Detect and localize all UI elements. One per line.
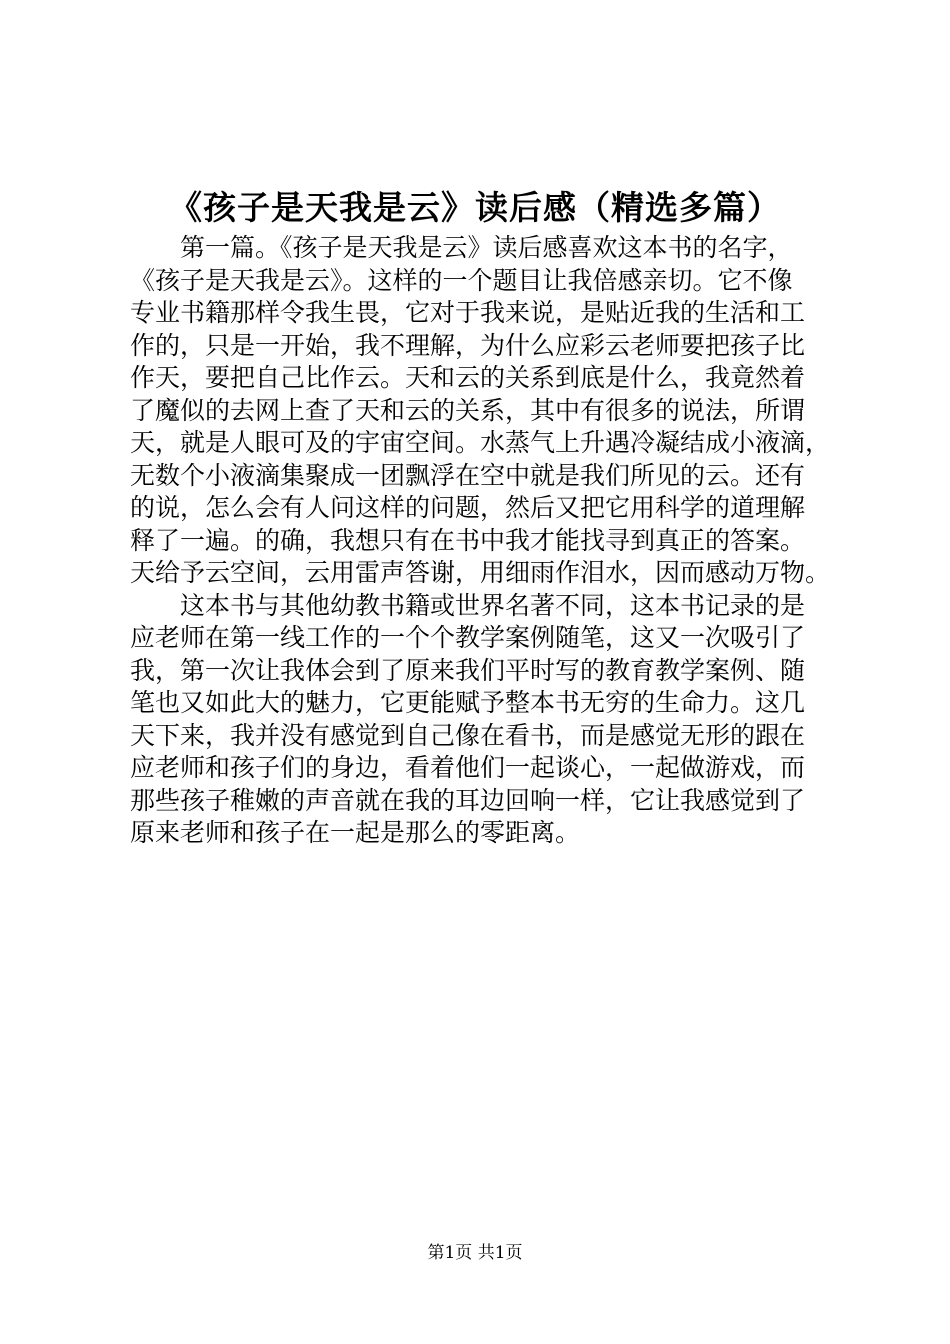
paragraph-line: 作的，只是一开始，我不理解，为什么应彩云老师要把孩子比	[130, 330, 806, 360]
paragraph-line: 无数个小液滴集聚成一团飘浮在空中就是我们所见的云。还有	[130, 460, 806, 490]
page-footer: 第1页 共1页	[427, 1243, 523, 1263]
paragraph-line: 了魔似的去网上查了天和云的关系，其中有很多的说法，所谓	[130, 395, 806, 425]
paragraph-line: 天给予云空间，云用雷声答谢，用细雨作泪水，因而感动万物。	[130, 558, 831, 587]
paragraph-line: 的说，怎么会有人问这样的问题，然后又把它用科学的道理解	[130, 493, 806, 522]
paragraph-line: 那些孩子稚嫩的声音就在我的耳边回响一样，它让我感觉到了	[130, 785, 806, 815]
paragraph-line: 作天，要把自己比作云。天和云的关系到底是什么，我竟然着	[130, 363, 806, 392]
paragraph-line: 原来老师和孩子在一起是那么的零距离。	[130, 818, 581, 847]
paragraph-line: 释了一遍。的确，我想只有在书中我才能找寻到真正的答案。	[130, 525, 806, 555]
paragraph-line: 应老师和孩子们的身边，看着他们一起谈心，一起做游戏，而	[130, 753, 806, 782]
paragraph-line: 天下来，我并没有感觉到自己像在看书，而是感觉无形的跟在	[130, 720, 806, 750]
paragraph-line: 天，就是人眼可及的宇宙空间。水蒸气上升遇冷凝结成小液滴，	[130, 428, 831, 457]
document-body	[130, 232, 830, 850]
paragraph-line: 我，第一次让我体会到了原来我们平时写的教育教学案例、随	[130, 655, 806, 685]
paragraph-line: 这本书与其他幼教书籍或世界名著不同，这本书记录的是	[180, 590, 806, 620]
paragraph-line: 专业书籍那样令我生畏，它对于我来说，是贴近我的生活和工	[130, 298, 806, 327]
paragraph-line: 应老师在第一线工作的一个个教学案例随笔，这又一次吸引了	[130, 623, 806, 652]
paragraph-line: 第一篇。《孩子是天我是云》读后感喜欢这本书的名字，	[180, 233, 793, 262]
document-title: 《孩子是天我是云》读后感（精选多篇）	[169, 188, 781, 227]
paragraph-line: 笔也又如此大的魅力，它更能赋予整本书无穷的生命力。这几	[130, 688, 806, 717]
paragraph-line: 《孩子是天我是云》。这样的一个题目让我倍感亲切。它不像	[130, 265, 793, 295]
